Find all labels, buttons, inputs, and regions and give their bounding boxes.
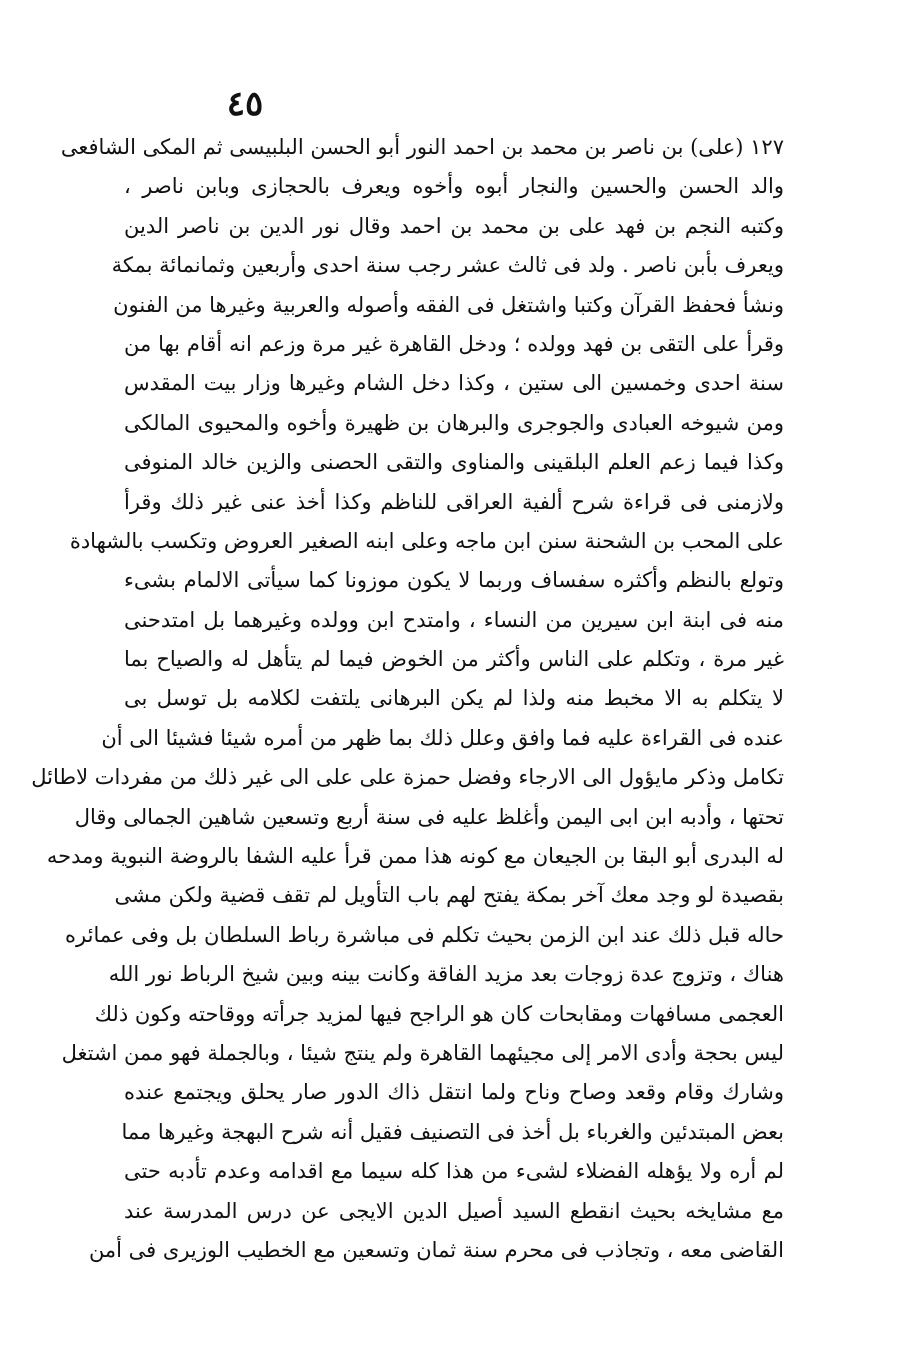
text-line: القاضى معه ، وتجاذب فى محرم سنة ثمان وتسعين مع الخطيب الوزيرى فى أمن [88, 1237, 784, 1262]
text-line: مع مشايخه بحيث انقطع السيد أصيل الدين الايجى عن درس المدرسة عند [124, 1198, 784, 1223]
text-line: بعض المبتدئين والغرباء بل أخذ فى التصنيف فقيل أنه شرح البهجة وغيرها مما [121, 1119, 784, 1144]
text-line: على المحب بن الشحنة سنن ابن ماجه وعلى ابنه الصغير العروض وتكسب بالشهادة [69, 528, 784, 553]
text-line: عنده فى القراءة عليه فما وافق وعلل ذلك بما ظهر من أمره شيئا فشيئا الى أن [101, 725, 784, 750]
text-line: العجمى مسافهات ومقابحات كان هو الراجح فيها لمزيد جرأته ووقاحته وكون ذلك [94, 1001, 784, 1026]
text-line: تكامل وذكر مايؤول الى الارجاء وفضل حمزة على على الى غير ذلك من مفردات لاطائل [31, 765, 784, 790]
text-line: هناك ، وتزوج عدة زوجات بعد مزيد الفاقة وكانت بينه وبين شيخ الرباط نور الله [108, 962, 784, 987]
text-line: ويعرف بأبن ناصر . ولد فى ثالث عشر رجب سنة احدى وأربعين وثمانمائة بمكة [111, 253, 784, 278]
text-line: بقصيدة لو وجد معك آخر بمكة يفتح لهم باب التأويل لم تقف قضية ولكن مشى [114, 883, 784, 908]
text-line: ١٢٧ (على) بن ناصر بن محمد بن احمد النور أبو الحسن البلبيسى ثم المكى الشافعى [60, 135, 784, 159]
body-text [31, 128, 784, 1270]
text-line: تحتها ، وأدبه ابن ابى اليمن وأغلظ عليه فى سنة أربع وتسعين شاهين الجمالى وقال [74, 804, 784, 829]
text-line: لا يتكلم به الا مخبط منه ولذا لم يكن البرهانى يلتفت لكلامه بل توسل بى [124, 686, 784, 711]
text-line: ولازمنى فى قراءة شرح ألفية العراقى للناظم وكذا أخذ عنى غير ذلك وقرأ [124, 489, 784, 514]
text-line: سنة احدى وخمسين الى ستين ، وكذا دخل الشام وغيرها وزار بيت المقدس [124, 371, 784, 396]
text-line: ومن شيوخه العبادى والجوجرى والبرهان بن ظهيرة وأخوه والمحيوى المالكى [124, 410, 784, 435]
text-line: وكذا فيما زعم العلم البلقينى والمناوى والتقى الحصنى والزين خالد المنوفى [124, 450, 784, 475]
text-line: ونشأ فحفظ القرآن وكتبا واشتغل فى الفقه وأصوله والعربية وغيرها من الفنون [113, 292, 784, 317]
text-line: منه فى ابنة ابن سيرين من النساء ، وامتدح ابن وولده وغيرهما بل امتدحنى [124, 607, 784, 632]
text-line: له البدرى أبو البقا بن الجيعان مع كونه هذا ممن قرأ عليه الشفا بالروضة النبوية ومدحه [46, 844, 784, 869]
text-line: وقرأ على التقى بن فهد وولده ؛ ودخل القاهرة غير مرة وزعم انه أقام بها من [124, 331, 784, 356]
text-line: لم أره ولا يؤهله الفضلاء لشىء من هذا كله سيما مع اقدامه وعدم تأدبه حتى [124, 1159, 784, 1184]
page-number: ٤٥ [226, 84, 264, 124]
text-line: والد الحسن والحسين والنجار أبوه وأخوه ويعرف بالحجازى وبابن ناصر ، [124, 174, 784, 199]
text-line: حاله قبل ذلك عند ابن الزمن بحيث تكلم فى مباشرة رباط السلطان بل وفى عمائره [65, 922, 784, 947]
text-line: غير مرة ، وتكلم على الناس وأكثر من الخوض فيما لم يتأهل له والصياح بما [124, 647, 784, 672]
text-line: ليس بحجة وأدى الامر إلى مجيئهما القاهرة ولم ينتج شيئا ، وبالجملة فهو ممن اشتغل [61, 1040, 784, 1065]
text-line: وكتبه النجم بن فهد على بن محمد بن احمد وقال نور الدين بن ناصر الدين [124, 213, 784, 238]
text-line: وشارك وقام وقعد وصاح وناح ولما انتقل ذاك الدور صار يحلق ويجتمع عنده [124, 1080, 784, 1105]
text-line: وتولع بالنظم وأكثره سفساف وربما لا يكون موزونا كما سيأتى الالمام بشىء [124, 568, 784, 593]
